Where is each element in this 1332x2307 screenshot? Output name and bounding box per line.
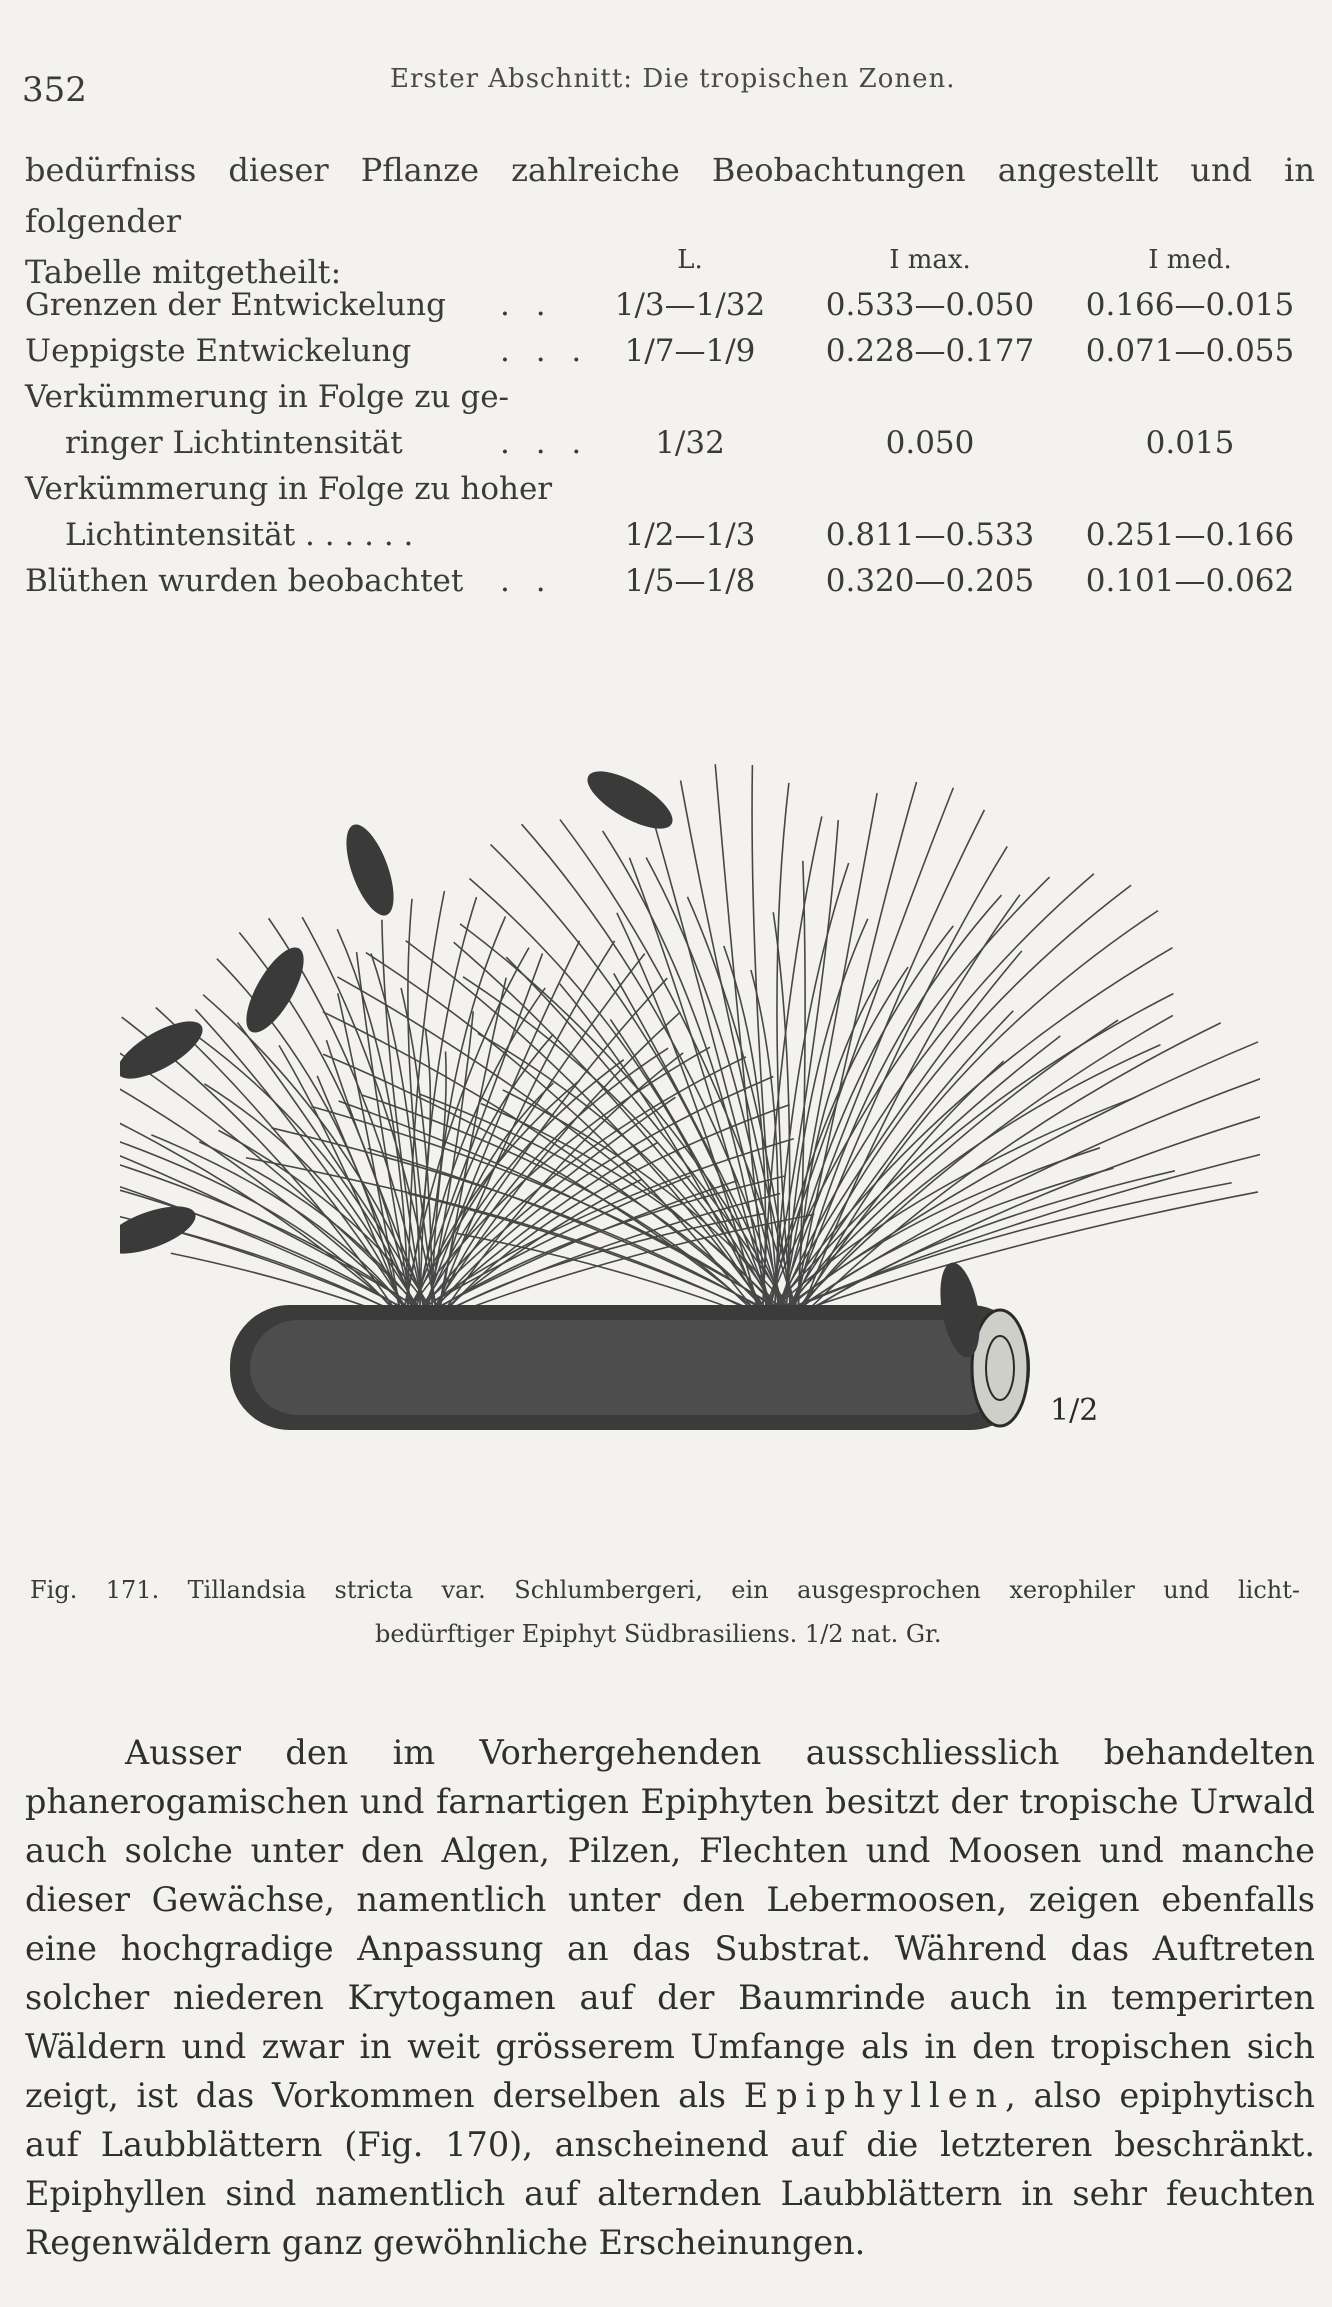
table-row [0, 517, 1332, 561]
flower-spike [337, 819, 404, 922]
flower-spike [579, 760, 680, 839]
table-row [0, 333, 1332, 377]
caption-line: bedürftiger Epiphyt Südbrasiliens. 1/2 nat. Gr. [375, 1620, 942, 1648]
cell-imed: 0.251—0.166 [1085, 517, 1295, 553]
cell-l: 1/2—1/3 [624, 517, 756, 553]
cell-imed: 0.101—0.062 [1085, 563, 1295, 599]
row-label: Grenzen der Entwickelung [25, 287, 446, 323]
table-header-row [0, 245, 1332, 289]
body-text-part: Ausser den im Vorhergehenden ausschliesslich behandelten phanerogamischen und farnartigen Epiphyten besitzt der tropische Urwald auch solche unter den Algen, Pilzen, Flechten und Moosen und manche dieser Gewächse, namentlich unter den Lebermoosen, zeigen ebenfalls eine hochgradige Anpassung an das Substrat. Während das Auftreten solcher niederen Krytogamen auf der Baumrinde auch in temperirten Wäldern und zwar in weit grösserem Umfange als in den tropischen sich zeigt, ist das Vorkommen derselben als [25, 1733, 1315, 2115]
table-row [0, 287, 1332, 331]
row-leader-dots: . . . [500, 425, 590, 461]
cell-imed: 0.071—0.055 [1085, 333, 1295, 369]
cell-l: 1/7—1/9 [624, 333, 756, 369]
flower-spike [120, 1197, 201, 1264]
body-text-part: , also epiphytisch auf Laubblättern (Fig. 170), anscheinend auf die letzteren beschränkt. Epiphyllen sind namentlich auf alternden Laubblättern in sehr feuchten Regenwäldern ganz gewöhnliche Erscheinungen. [25, 2076, 1315, 2262]
running-title: Erster Abschnitt: Die tropischen Zonen. [390, 64, 956, 94]
table-row [0, 471, 1332, 515]
column-header-imax: I max. [889, 245, 971, 275]
column-header-imed: I med. [1148, 245, 1232, 275]
body-text [25, 1728, 1315, 2267]
table-row [0, 425, 1332, 469]
grass-blade [792, 1108, 1260, 1320]
row-label: ringer Lichtintensität [65, 425, 403, 461]
body-paragraph [25, 1728, 1315, 2267]
intro-line: bedürfniss dieser Pflanze zahlreiche Beobachtungen angestellt und in folgender [25, 151, 1315, 240]
table-row [0, 379, 1332, 423]
row-label: Verkümmerung in Folge zu ge- [25, 379, 510, 415]
row-leader-dots: . . [500, 563, 554, 599]
page-number: 352 [22, 70, 87, 110]
caption-line: Fig. 171. Tillandsia stricta var. Schlumbergeri, ein ausgesprochen xerophiler und licht- [30, 1576, 1300, 1604]
emphasized-word: Epiphyllen [743, 2076, 1006, 2115]
cell-imax: 0.811—0.533 [825, 517, 1035, 553]
row-label: Verkümmerung in Folge zu hoher [25, 471, 553, 507]
grass-blade [780, 793, 877, 1320]
cell-imed: 0.166—0.015 [1085, 287, 1295, 323]
grass-blade [646, 857, 780, 1320]
cell-l: 1/5—1/8 [624, 563, 756, 599]
row-label: Lichtintensität . . . . . . [65, 517, 414, 553]
tillandsia-illustration [120, 640, 1260, 1540]
row-label: Blüthen wurden beobachtet [25, 563, 464, 599]
row-label: Ueppigste Entwickelung [25, 333, 412, 369]
grass-blade [506, 957, 798, 1320]
grass-blade [432, 1179, 642, 1320]
flower-spike [120, 1010, 211, 1089]
column-header-l: L. [677, 245, 703, 275]
cell-imed: 0.015 [1145, 425, 1235, 461]
cell-l: 1/3—1/32 [614, 287, 766, 323]
row-leader-dots: . . [500, 287, 554, 323]
scale-mark: 1/2 [1050, 1393, 1099, 1428]
cell-imax: 0.050 [885, 425, 975, 461]
intro-line: Tabelle mitgetheilt: [25, 253, 342, 291]
cell-imax: 0.533—0.050 [825, 287, 1035, 323]
cell-imax: 0.320—0.205 [825, 563, 1035, 599]
grass-blade [246, 1158, 768, 1320]
cell-imax: 0.228—0.177 [825, 333, 1035, 369]
log-icon [230, 1305, 1030, 1430]
grass-blade [774, 1192, 1258, 1320]
figure-caption [30, 1568, 1300, 1656]
row-leader-dots: . . . [500, 333, 590, 369]
cell-l: 1/32 [655, 425, 725, 461]
table-row [0, 563, 1332, 607]
